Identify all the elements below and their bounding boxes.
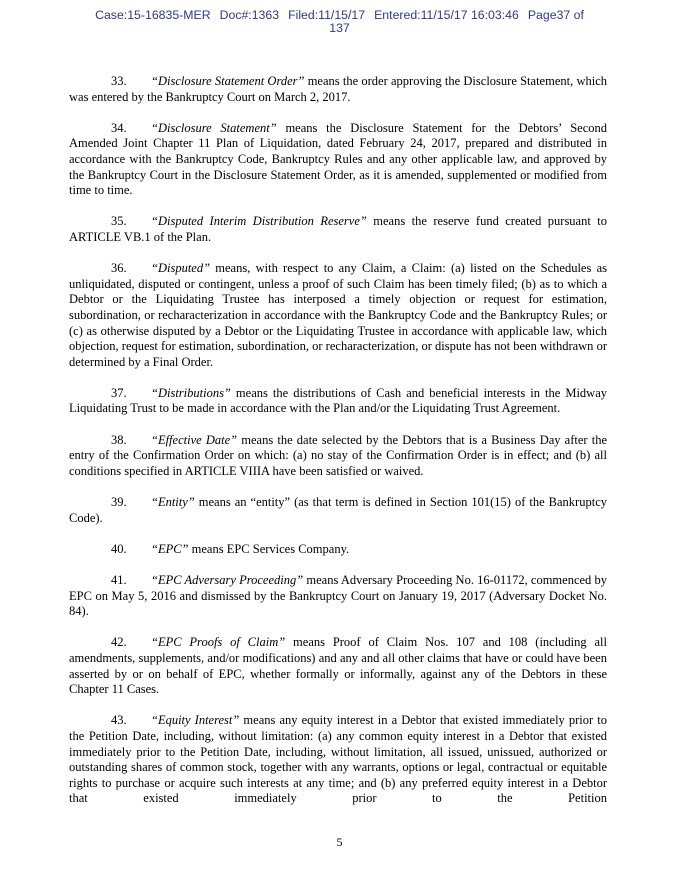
definition-text: means the distributions of Cash and beneficial interests in the Midway Liquidating Trust to be made in accordance with the Plan and/or the Liquidating Trust Agreement. (69, 385, 607, 416)
definition-paragraph (69, 542, 607, 558)
defined-term: “Disclosure Statement Order” (151, 74, 305, 88)
definition-text: means the reserve fund created pursuant to ARTICLE VB.1 of the Plan. (69, 214, 607, 244)
defined-term: “Effective Date” (151, 432, 238, 447)
definition-paragraph (69, 713, 607, 807)
definition-paragraph (69, 121, 607, 199)
total-pages: 137 (329, 21, 350, 35)
definition-paragraph (69, 495, 607, 526)
definition-paragraph (69, 386, 607, 417)
definition-number: 43. (111, 713, 127, 728)
definition-paragraph (69, 74, 607, 105)
definition-text: means Proof of Claim Nos. 107 and 108 (including all amendments, supplements, and/or modifications) and any and all other claims that have or could have been asserted by or on behalf of EPC, whether formally or informally, against any of the Debtors in these Chapter 11 Cases. (69, 635, 607, 697)
definition-text: means EPC Services Company. (188, 541, 350, 556)
defined-term: “EPC” (151, 541, 189, 556)
definition-number: 41. (111, 573, 127, 587)
definition-number: 33. (111, 74, 127, 88)
definition-paragraph (69, 635, 607, 697)
definition-text: means an “entity” (as that term is defined in Section 101(15) of the Bankruptcy Code). (69, 495, 607, 525)
definition-text: means the date selected by the Debtors that is a Business Day after the entry of the Confirmation Order on which: (a) no stay of the Confirmation Order is in effect; and (b) all conditions specified in ARTICLE VIIIA have been satisfied or waived. (69, 432, 608, 478)
definition-number: 35. (111, 214, 127, 229)
definition-paragraph (69, 214, 607, 245)
definition-number: 40. (111, 541, 127, 556)
definition-text: means any equity interest in a Debtor that existed immediately prior to the Petition Date, including, without limitation: (a) any common equity interest in a Debtor that existed immediately prior to the Petition Date, including, without limitation, all issued, unissued, authorized or outstanding shares of common stock, together with any warrants, options or legal, contractual or equitable rights to purchase or acquire such interests at any time; and (b) any preferred equity interest in a Debtor that existed immediately prior to the Petition (69, 713, 607, 806)
defined-term: “EPC Adversary Proceeding” (151, 573, 304, 587)
entered-date: Entered:11/15/17 16:03:46 (374, 8, 519, 22)
definition-text: means Adversary Proceeding No. 16-01172, commenced by EPC on May 5, 2016 and dismissed by the Bankruptcy Court on January 19, 2017 (Adversary Docket No. 84). (69, 573, 607, 619)
definition-number: 34. (111, 120, 127, 135)
definition-text: means the Disclosure Statement for the Debtors’ Second Amended Joint Chapter 11 Plan of Liquidation, dated February 24, 2017, prepared and distributed in accordance with the Bankruptcy Code, Bankruptcy Rules and any other applicable law, and approved by the Bankruptcy Court in the Disclosure Statement Order, as it is amended, supplemented or modified from time to time. (69, 120, 607, 198)
header-line-2 (0, 22, 679, 35)
definition-text: means the order approving the Disclosure Statement, which was entered by the Bankruptcy Court on March 2, 2017. (69, 74, 607, 104)
defined-term: “EPC Proofs of Claim” (151, 635, 286, 650)
definition-paragraph (69, 261, 607, 370)
defined-term: “Distributions” (151, 385, 231, 400)
defined-term: “Disclosure Statement” (151, 120, 277, 135)
definition-number: 37. (111, 385, 127, 400)
defined-term: “Equity Interest” (151, 713, 240, 728)
definition-paragraph (69, 433, 607, 480)
definition-number: 42. (111, 635, 127, 650)
definition-number: 36. (111, 261, 127, 276)
definitions-body (69, 74, 607, 807)
court-filing-header (0, 9, 679, 35)
filed-date: Filed:11/15/17 (288, 8, 366, 22)
document-number: Doc#:1363 (219, 8, 280, 22)
case-number: Case:15-16835-MER (95, 8, 211, 22)
defined-term: “Entity” (151, 495, 195, 510)
defined-term: “Disputed” (151, 261, 211, 276)
definition-number: 38. (111, 432, 127, 447)
definition-paragraph (69, 573, 607, 620)
definition-number: 39. (111, 495, 127, 510)
defined-term: “Disputed Interim Distribution Reserve” (151, 214, 367, 229)
definition-text: means, with respect to any Claim, a Claim: (a) listed on the Schedules as unliquidated, disputed or contingent, unless a proof of such Claim has been timely filed; (b) as to which a Debtor or the Liquidating Trustee has interposed a timely objection or request for estimation, subordination, or recharacterization in accordance with the Bankruptcy Code and the Bankruptcy Rules; or (c) as otherwise disputed by a Debtor or the Liquidating Trustee in accordance with applicable law, which objection, request for estimation, subordination, or recharacterization, or dispute has not been withdrawn or determined by a Final Order. (69, 261, 607, 369)
page-of-label: Page37 of (527, 8, 584, 22)
page-number: 5 (336, 835, 343, 849)
